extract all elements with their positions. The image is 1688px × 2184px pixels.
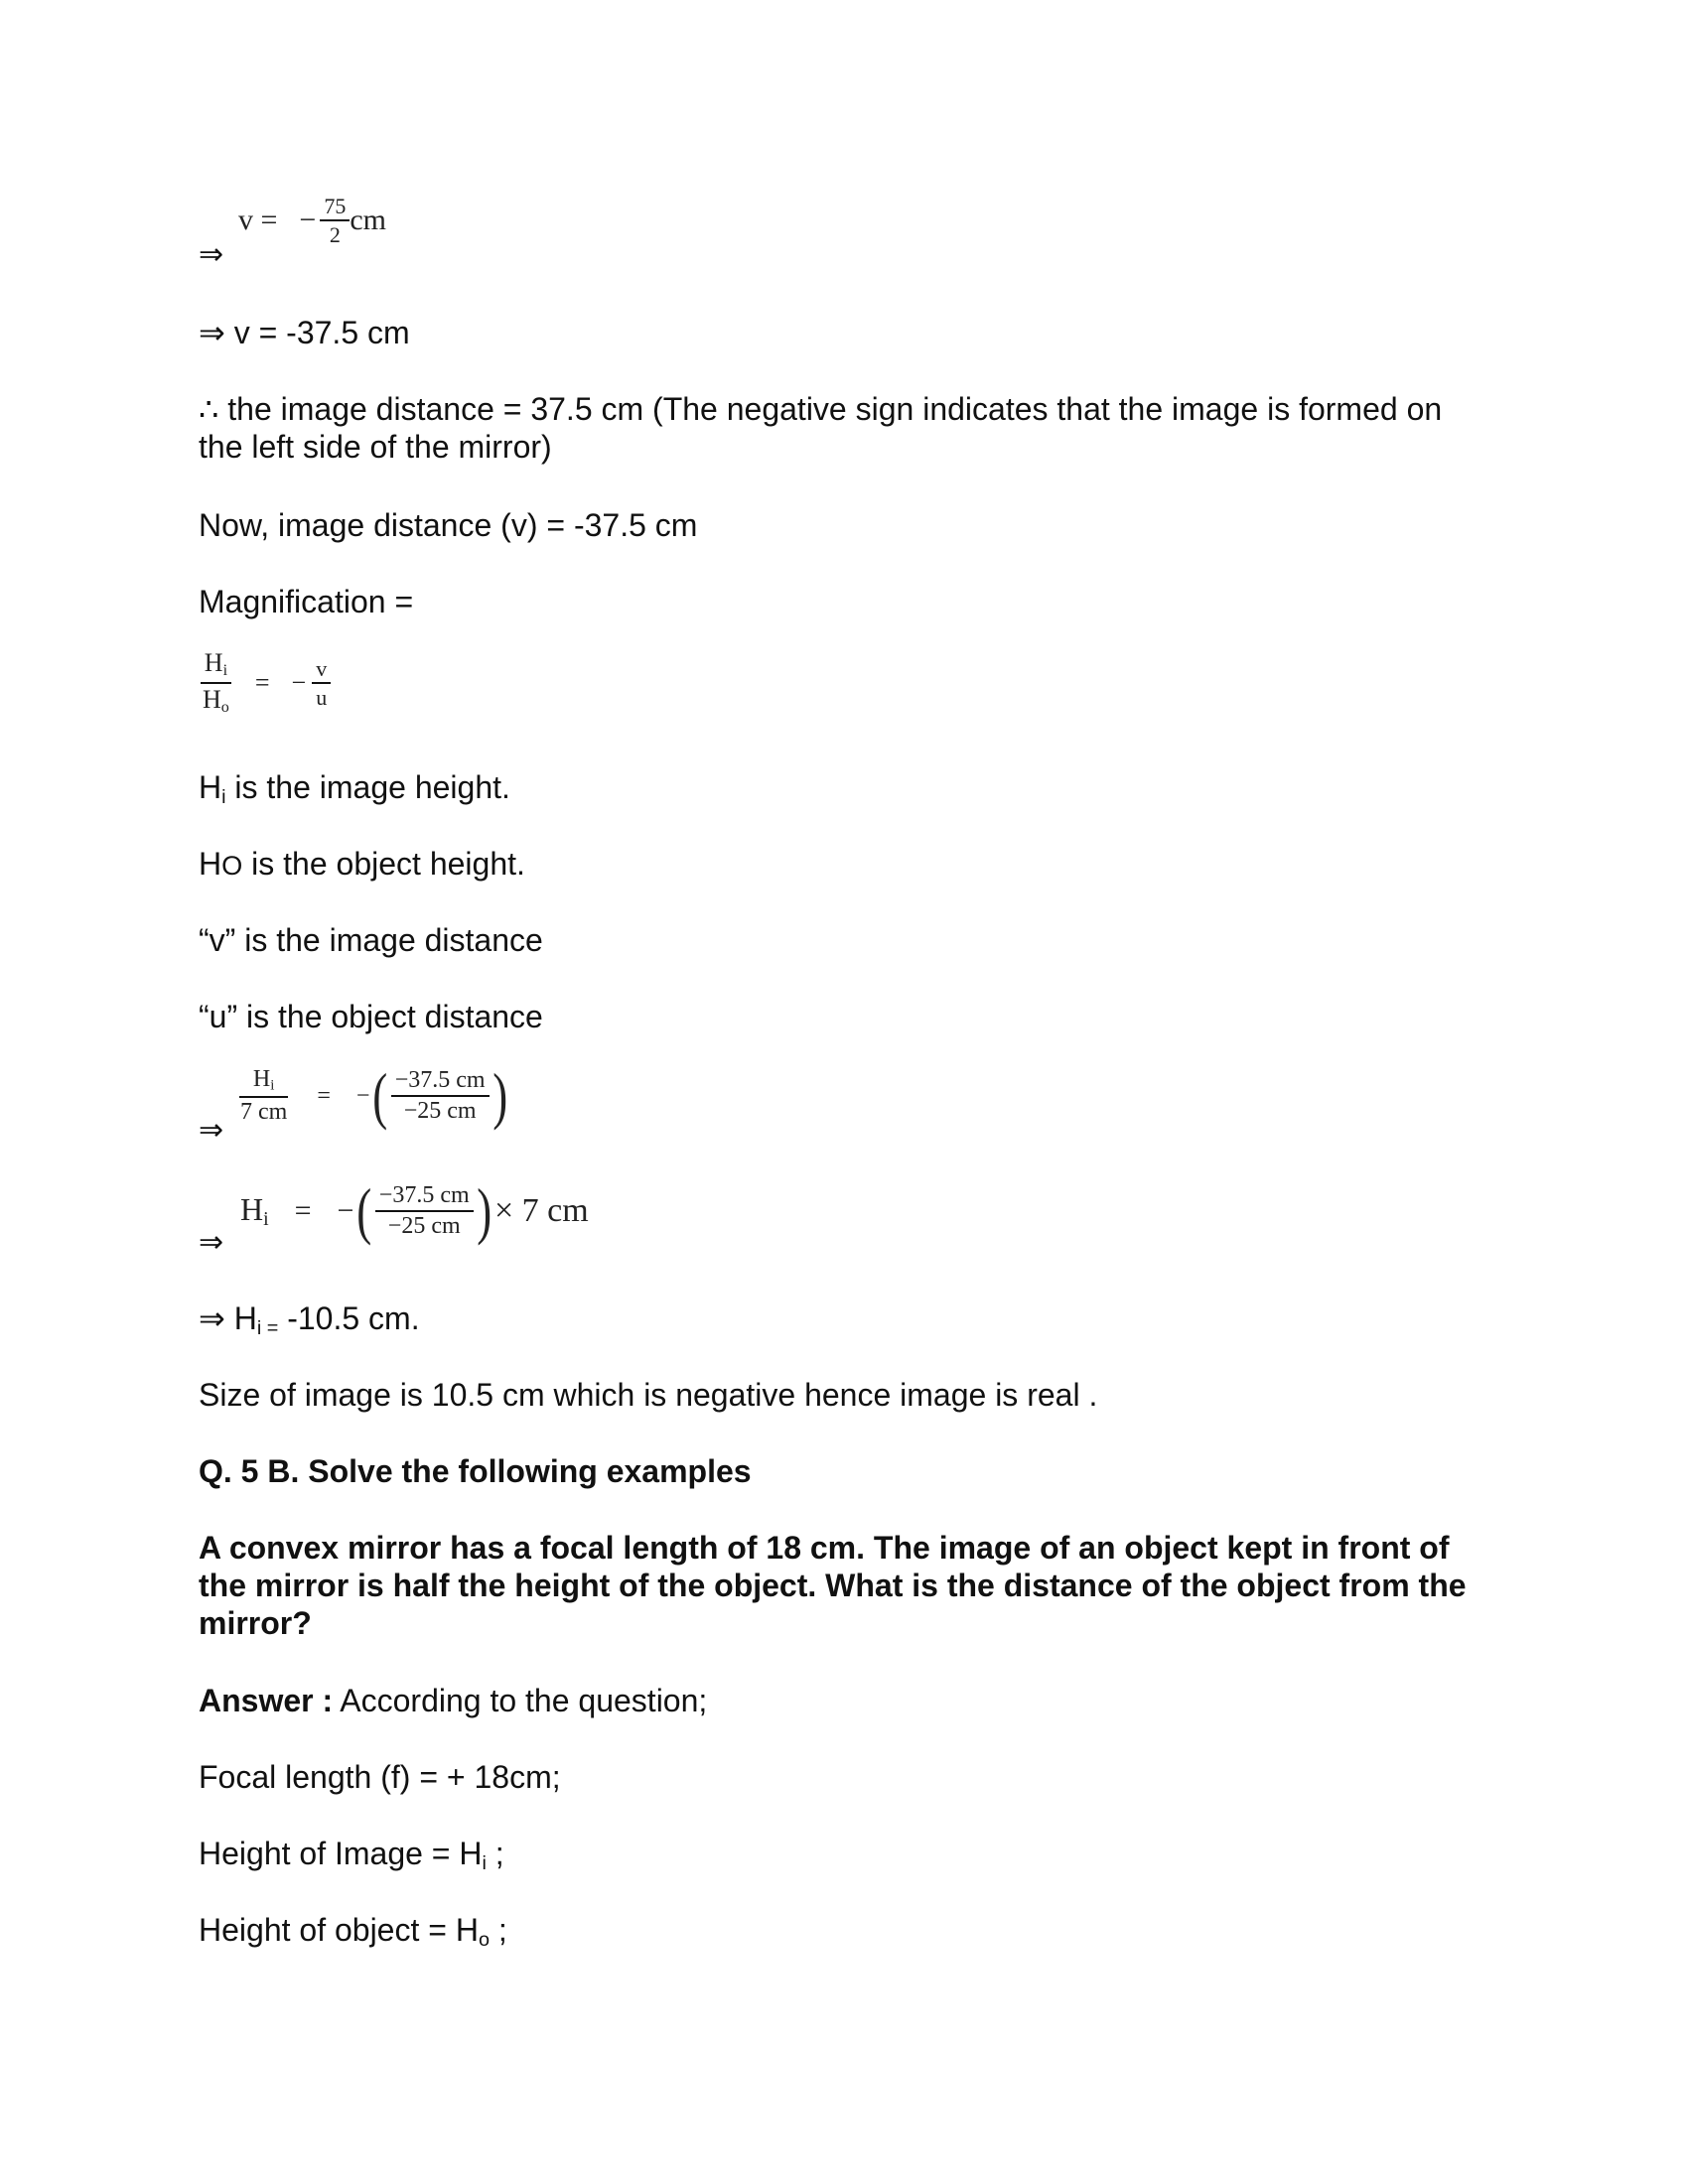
fraction-u: u [316, 684, 328, 710]
eq-lhs: v = [238, 204, 278, 237]
line-hi-result: ⇒ $H_{i =}$ -10.5 cm. [199, 1300, 420, 1339]
line-focal-length: Focal length (f) = + 18cm; [199, 1759, 561, 1795]
implies-arrow: ⇒ [199, 1114, 224, 1147]
answer-label: Answer : [199, 1683, 334, 1718]
fraction-hi-7cm: $\frac{H_i}{7 cm}$ [240, 1065, 288, 1126]
line-height-of-image: Height of Image = $H_i$ ; [199, 1836, 504, 1874]
line-height-of-object: Height of object = $H_o$ ; [199, 1912, 507, 1951]
eq-equals: = [254, 667, 270, 697]
ho-letter: H [203, 684, 221, 714]
hi-sub: i [222, 662, 228, 680]
line-image-distance: ∴ the image distance = 37.5 cm (The negative sign indicates that the image is formed on the left side of the mirror) [199, 391, 1443, 465]
implies-arrow: ⇒ [199, 1226, 224, 1259]
equation-v-fraction [238, 195, 386, 246]
eq-equals: = [317, 1082, 331, 1109]
fraction-numerator: 75 [320, 195, 350, 221]
fraction [320, 195, 350, 246]
fraction-denominator: 2 [329, 222, 341, 248]
fraction-v-u [312, 657, 331, 709]
eq-unit: cm [350, 204, 386, 237]
answer-line: Answer : According to the question; [199, 1683, 708, 1718]
left-paren: ( [372, 1060, 388, 1131]
fraction-v: v [312, 657, 331, 684]
eq-equals: = [294, 1194, 312, 1227]
eq-times: × 7 cm [493, 1192, 589, 1229]
line-size-of-image: Size of image is 10.5 cm which is negative hence image is real . [199, 1377, 1098, 1413]
definition-ho: HO is the object height. [199, 846, 525, 882]
line-magnification: Magnification = [199, 584, 414, 619]
definition-u: “u” is the object distance [199, 999, 543, 1034]
definition-v: “v” is the image distance [199, 922, 543, 958]
eq-sign: − [355, 1082, 370, 1109]
line-v-value: ⇒ v = -37.5 cm [199, 315, 410, 350]
eq-sign: − [299, 204, 317, 237]
definition-hi: $H_i$ is the image height. [199, 769, 510, 808]
left-paren: ( [356, 1175, 372, 1246]
ho-sub: o [220, 698, 229, 716]
right-paren: ) [492, 1060, 507, 1131]
hi-letter: H [204, 648, 223, 677]
fraction-distances: $\frac{-37.5 cm}{-25 cm}$ [375, 1183, 474, 1239]
implies-arrow: ⇒ [199, 238, 224, 271]
fraction-distances: $\frac{-37.5 cm}{-25 cm}$ [391, 1068, 490, 1124]
equation-substitution-2: $H_i$ = − ( $\frac{-37.5 cm}{-25 cm}$ ) × 7 cm [240, 1175, 589, 1246]
fraction-hi-ho [199, 649, 233, 717]
equation-substitution-1 [236, 1060, 510, 1131]
question-heading: Q. 5 B. Solve the following examples [199, 1453, 752, 1489]
eq-sign: − [337, 1194, 354, 1227]
question-text: A convex mirror has a focal length of 18 cm. The image of an object kept in front of the mirror is half the height of the object. What is the distance of the object from the mirror? [199, 1530, 1467, 1641]
eq-sign: − [291, 667, 307, 697]
equation-magnification [199, 649, 331, 717]
right-paren: ) [476, 1175, 492, 1246]
line-now-image-distance: Now, image distance (v) = -37.5 cm [199, 507, 698, 543]
